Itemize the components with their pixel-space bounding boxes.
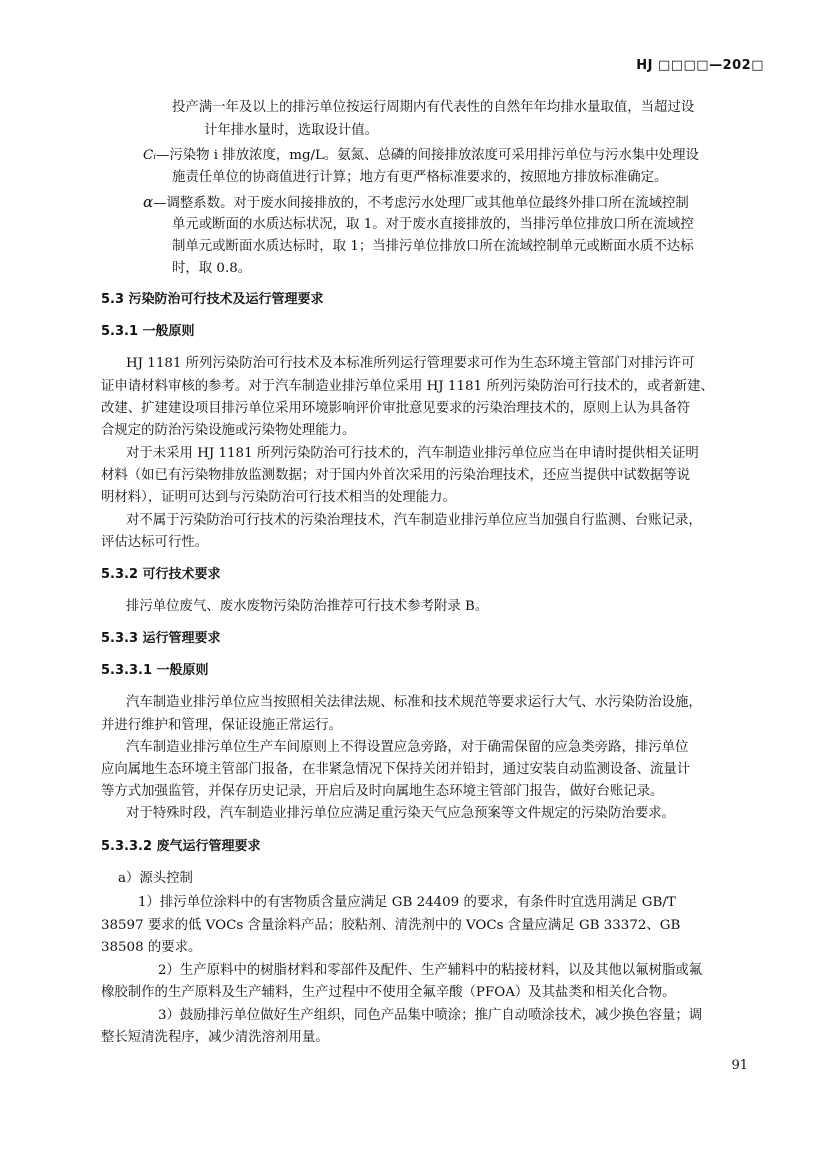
ci-symbol: Cᵢ <box>143 148 156 163</box>
paragraph-line: 汽车制造业排污单位生产车间原则上不得设置应急旁路，对于确需保留的应急类旁路，排污单位 <box>126 740 689 755</box>
definition-text: 单元或断面的水质达标状况，取 1。对于废水直接排放的，当排污单位排放口所在流域控 <box>172 217 694 232</box>
definition-text: 计年排水量时，选取设计值。 <box>204 123 379 138</box>
ci-definition-text: —污染物 i 排放浓度，mg/L。氨氮、总磷的间接排放浓度可采用排污单位与污水集中处理设 <box>155 148 699 163</box>
alpha-definition-text: —调整系数。对于废水间接排放的，不考虑污水处理厂或其他单位最终外排口所在流域控制 <box>153 196 689 211</box>
paragraph-line: 等方式加强监管，并保存历史记录，开启后及时向属地生态环境主管部门报告，做好台账记录。 <box>101 784 664 799</box>
list-item-line: 橡胶制作的生产原料及生产辅料，生产过程中不使用全氟辛酸（PFOA）及其盐类和相关化合物。 <box>101 985 676 1000</box>
list-item-line: 3）鼓励排污单位做好生产组织，同色产品集中喷涂；推广自动喷涂技术，减少换色容量；调 <box>158 1008 703 1023</box>
definition-text: 时，取 0.8。 <box>172 261 252 276</box>
paragraph-line: 对不属于污染防治可行技术的污染治理技术，汽车制造业排污单位应当加强自行监测、台账记录， <box>126 513 702 528</box>
definition-ci <box>143 146 699 166</box>
list-item-line: 2）生产原料中的树脂材料和零部件及配件、生产辅料中的粘接材料，以及其他以氟树脂或氟 <box>158 963 703 978</box>
definition-alpha <box>143 192 689 214</box>
section-heading-5-3-3-1: 5.3.3.1 一般原则 <box>101 663 209 678</box>
paragraph-line: 材料（如已有污染物排放监测数据；对于国内外首次采用的污染治理技术，还应当提供中试数据等说 <box>101 468 691 483</box>
list-item-heading: a）源头控制 <box>118 871 193 886</box>
paragraph-line: 对于未采用 HJ 1181 所列污染防治可行技术的，汽车制造业排污单位应当在申请时提供相关证明 <box>126 446 699 461</box>
paragraph-line: HJ 1181 所列污染防治可行技术及本标准所列运行管理要求可作为生态环境主管部门对排污许可 <box>126 356 695 371</box>
list-item-line: 整长短清洗程序，减少清洗溶剂用量。 <box>101 1030 329 1045</box>
definition-text: 投产满一年及以上的排污单位按运行周期内有代表性的自然年年均排水量取值，当超过设 <box>172 100 695 115</box>
section-heading-5-3-2: 5.3.2 可行技术要求 <box>101 567 221 582</box>
definition-text: 施责任单位的协商值进行计算；地方有更严格标准要求的，按照地方排放标准确定。 <box>172 170 668 185</box>
paragraph-line: 证申请材料审核的参考。对于汽车制造业排污单位采用 HJ 1181 所列污染防治可行技术的，或者新建、 <box>101 379 714 394</box>
paragraph-line: 排污单位废气、废水废物污染防治推荐可行技术参考附录 B。 <box>126 599 489 614</box>
list-item-line: 38597 要求的低 VOCs 含量涂料产品；胶粘剂、清洗剂中的 VOCs 含量应满足 GB 33372、GB <box>101 918 681 933</box>
paragraph-line: 并进行维护和管理，保证设施正常运行。 <box>101 718 343 733</box>
list-item-line: 38508 的要求。 <box>101 940 202 955</box>
section-heading-5-3-3: 5.3.3 运行管理要求 <box>101 631 221 646</box>
section-heading-5-3-3-2: 5.3.3.2 废气运行管理要求 <box>101 839 261 854</box>
section-heading-5-3: 5.3 污染防治可行技术及运行管理要求 <box>101 292 324 307</box>
definition-text: 制单元或断面水质达标时，取 1；当排污单位排放口所在流域控制单元或断面水质不达标 <box>172 239 694 254</box>
document-code-header: HJ □□□□—202□ <box>636 58 764 73</box>
page-number: 91 <box>731 1058 748 1073</box>
section-heading-5-3-1: 5.3.1 一般原则 <box>101 324 195 339</box>
alpha-symbol: α <box>143 193 154 211</box>
paragraph-line: 明材料），证明可达到与污染防治可行技术相当的处理能力。 <box>101 490 456 505</box>
paragraph-line: 汽车制造业排污单位应当按照相关法律法规、标准和技术规范等要求运行大气、水污染防治设施， <box>126 695 702 710</box>
paragraph-line: 对于特殊时段，汽车制造业排污单位应满足重污染天气应急预案等文件规定的污染防治要求。 <box>126 806 676 821</box>
list-item-line: 1）排污单位涂料中的有害物质含量应满足 GB 24409 的要求，有条件时宜选用满足 GB/T <box>138 895 676 910</box>
paragraph-line: 合规定的防治污染设施或污染物处理能力。 <box>101 423 356 438</box>
paragraph-line: 改建、扩建建设项目排污单位采用环境影响评价审批意见要求的污染治理技术的，原则上认为具备符 <box>101 401 691 416</box>
paragraph-line: 评估达标可行性。 <box>101 535 209 550</box>
paragraph-line: 应向属地生态环境主管部门报备，在非紧急情况下保持关闭并铅封，通过安装自动监测设备、流量计 <box>101 762 691 777</box>
